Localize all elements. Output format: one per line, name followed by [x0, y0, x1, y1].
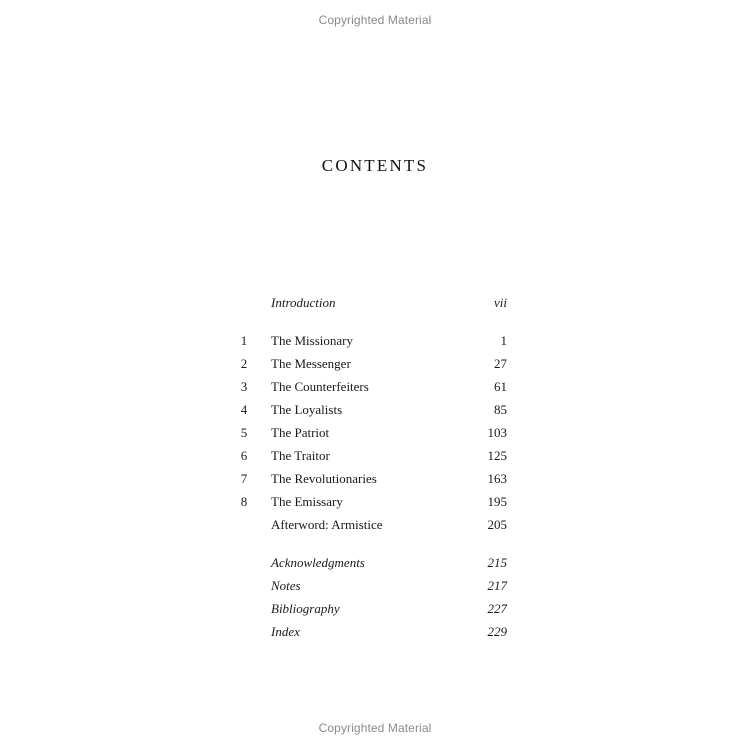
chapter-number: 5 — [240, 425, 248, 440]
toc-entry-page: 195 — [487, 494, 507, 509]
watermark-top: Copyrighted Material — [318, 13, 432, 27]
toc-entry-chapter-7 — [237, 469, 509, 489]
toc-entry-label: Bibliography — [271, 601, 340, 616]
toc-entry-label: The Emissary — [271, 494, 343, 509]
toc-entry-index — [237, 622, 509, 642]
toc-entry-chapter-2 — [237, 354, 509, 374]
toc-entry-label: The Traitor — [271, 448, 330, 463]
toc-entry-acknowledgments — [237, 553, 509, 573]
toc-entry-afterword — [237, 515, 509, 535]
toc-entry-label: The Counterfeiters — [271, 379, 369, 394]
toc-entry-chapter-1 — [237, 331, 509, 351]
toc-entry-label: The Revolutionaries — [271, 471, 377, 486]
toc-entry-chapter-4 — [237, 400, 509, 420]
toc-entry-label: Index — [271, 624, 300, 639]
toc-entry-page: 227 — [487, 601, 507, 616]
toc-entry-page: 205 — [487, 517, 507, 532]
page-title: CONTENTS — [321, 156, 429, 175]
toc-entry-chapter-8 — [237, 492, 509, 512]
toc-entry-page: vii — [494, 295, 507, 310]
toc-entry-label: Notes — [271, 578, 301, 593]
toc-entry-introduction — [237, 293, 509, 313]
toc-entry-label: The Messenger — [271, 356, 351, 371]
chapter-number: 7 — [240, 471, 248, 486]
toc-entry-page: 163 — [487, 471, 507, 486]
toc-entry-page: 85 — [494, 402, 507, 417]
chapter-number: 4 — [240, 402, 248, 417]
watermark-bottom: Copyrighted Material — [318, 721, 432, 735]
toc-entry-page: 27 — [494, 356, 507, 371]
chapter-number: 3 — [240, 379, 248, 394]
toc-entry-bibliography — [237, 599, 509, 619]
toc-entry-page: 215 — [487, 555, 507, 570]
toc-entry-page: 229 — [487, 624, 507, 639]
toc-entry-page: 61 — [494, 379, 507, 394]
chapter-number: 6 — [240, 448, 248, 463]
toc-entry-chapter-3 — [237, 377, 509, 397]
toc-entry-label: Afterword: Armistice — [271, 517, 383, 532]
toc-entry-page: 1 — [500, 333, 507, 348]
toc-entry-page: 125 — [487, 448, 507, 463]
toc-entry-chapter-6 — [237, 446, 509, 466]
toc-entry-notes — [237, 576, 509, 596]
chapter-number: 2 — [240, 356, 248, 371]
chapter-number: 8 — [240, 494, 248, 509]
toc-entry-label: The Loyalists — [271, 402, 343, 417]
toc-entry-page: 103 — [487, 425, 507, 440]
toc-entry-label: The Missionary — [271, 333, 353, 348]
toc-entry-label: Introduction — [271, 295, 336, 310]
toc-entry-label: Acknowledgments — [271, 555, 365, 570]
chapter-number: 1 — [240, 333, 248, 348]
toc-entry-chapter-5 — [237, 423, 509, 443]
toc-entry-page: 217 — [487, 578, 507, 593]
toc-entry-label: The Patriot — [271, 425, 330, 440]
